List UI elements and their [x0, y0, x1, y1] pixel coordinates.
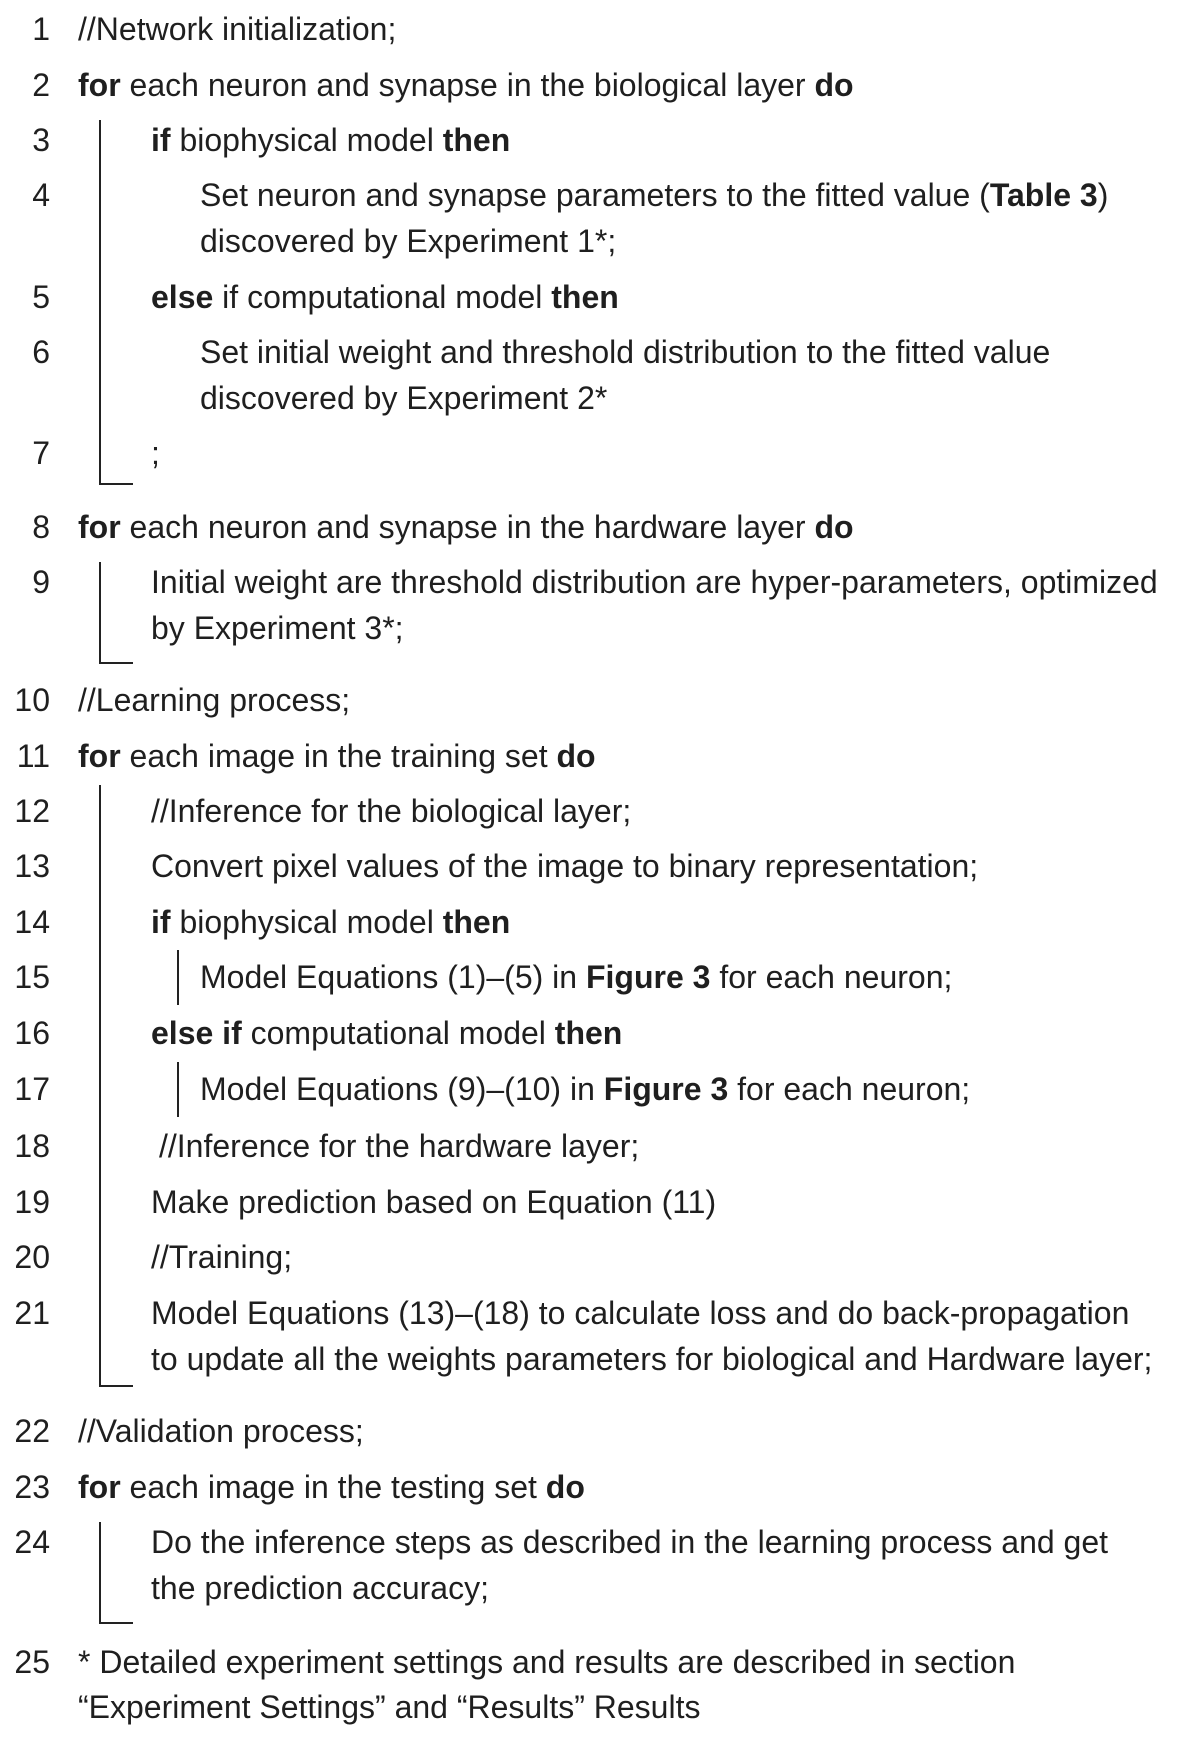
keyword: then — [551, 279, 619, 315]
line-number: 8 — [32, 509, 50, 545]
algorithm-line — [151, 843, 978, 889]
algorithm-line — [200, 375, 607, 421]
block-bracket — [177, 950, 179, 1005]
line-text: Set neuron and synapse parameters to the fitted value ( — [200, 177, 990, 213]
line-text: * Detailed experiment settings and results are described in section — [78, 1644, 1016, 1680]
line-text: biophysical model — [170, 904, 443, 940]
line-number: 21 — [14, 1295, 50, 1331]
algorithm-line — [151, 117, 510, 163]
algorithm-line — [200, 172, 1108, 218]
line-text: Model Equations (13)–(18) to calculate loss and do back-propagation — [151, 1295, 1130, 1331]
keyword: for — [78, 738, 121, 774]
line-text: //Training; — [151, 1239, 293, 1275]
line-text: Do the inference steps as described in the learning process and get — [151, 1524, 1109, 1560]
line-number: 16 — [14, 1015, 50, 1051]
line-number: 22 — [14, 1413, 50, 1449]
keyword: Figure 3 — [585, 959, 711, 995]
line-text: biophysical model — [170, 122, 443, 158]
algorithm-line — [200, 329, 1050, 375]
keyword: then — [442, 122, 511, 158]
line-text: Set initial weight and threshold distribution to the fitted value — [200, 334, 1051, 370]
line-number: 1 — [32, 11, 50, 47]
block-bracket — [99, 120, 133, 485]
line-number: 3 — [32, 122, 50, 158]
keyword: for — [78, 1469, 121, 1505]
keyword: Table 3 — [989, 177, 1098, 213]
line-number: 7 — [32, 435, 50, 471]
block-bracket — [99, 562, 133, 664]
line-text: Convert pixel values of the image to binary representation; — [151, 848, 979, 884]
line-number: 6 — [32, 334, 50, 370]
line-number: 23 — [14, 1469, 50, 1505]
algorithm-line — [78, 504, 854, 550]
line-number: 17 — [14, 1071, 50, 1107]
algorithm-line — [78, 6, 396, 52]
algorithm-line — [78, 1408, 364, 1454]
keyword: do — [545, 1469, 585, 1505]
line-number: 12 — [14, 793, 50, 829]
line-text: //Learning process; — [78, 682, 351, 718]
line-number: 13 — [14, 848, 50, 884]
algorithm-line — [78, 1684, 700, 1730]
line-text: for each neuron; — [710, 959, 953, 995]
keyword: for — [78, 509, 121, 545]
keyword: else — [151, 279, 214, 315]
line-text: //Validation process; — [78, 1413, 364, 1449]
keyword: for — [78, 67, 121, 103]
algorithm-line — [151, 1179, 716, 1225]
line-number: 10 — [14, 682, 50, 718]
algorithm-line — [78, 733, 596, 779]
algorithm-line — [200, 1066, 970, 1112]
line-text: //Network initialization; — [78, 11, 397, 47]
line-number: 15 — [14, 959, 50, 995]
line-text: Make prediction based on Equation (11) — [151, 1184, 717, 1220]
algorithm-line — [151, 274, 619, 320]
line-text: to update all the weights parameters for biological and Hardware layer; — [151, 1341, 1153, 1377]
line-number: 9 — [32, 564, 50, 600]
algorithm-line — [151, 1234, 292, 1280]
line-text: each neuron and synapse in the hardware layer — [120, 509, 815, 545]
line-text: the prediction accuracy; — [151, 1570, 489, 1606]
line-text: each image in the testing set — [120, 1469, 546, 1505]
line-text: each neuron and synapse in the biological layer — [120, 67, 815, 103]
block-bracket — [99, 785, 133, 1387]
line-text: Model Equations (9)–(10) in — [200, 1071, 604, 1107]
line-number: 18 — [14, 1128, 50, 1164]
algorithm-line — [151, 605, 404, 651]
algorithm-line — [151, 1565, 489, 1611]
keyword: then — [554, 1015, 623, 1051]
line-text: discovered by Experiment 2* — [200, 380, 608, 416]
line-text: ; — [151, 435, 160, 471]
algorithm-line — [151, 788, 631, 834]
block-bracket — [99, 1522, 133, 1624]
keyword: if — [151, 122, 171, 158]
keyword: Figure 3 — [603, 1071, 729, 1107]
algorithm-line — [78, 1464, 585, 1510]
algorithm-line — [151, 1519, 1108, 1565]
keyword: do — [556, 738, 596, 774]
line-text: Model Equations (1)–(5) in — [200, 959, 586, 995]
algorithm-line — [78, 1639, 1015, 1685]
algorithm-line — [200, 218, 616, 264]
algorithm-line — [151, 1010, 622, 1056]
line-number: 4 — [32, 177, 50, 213]
line-text: discovered by Experiment 1*; — [200, 223, 617, 259]
algorithm-line — [159, 1123, 639, 1169]
line-number: 14 — [14, 904, 50, 940]
line-text: computational model — [241, 1015, 555, 1051]
line-text: ) — [1097, 177, 1109, 213]
line-text: if computational model — [213, 279, 552, 315]
keyword: do — [814, 509, 854, 545]
keyword: do — [814, 67, 854, 103]
line-text: //Inference for the hardware layer; — [159, 1128, 640, 1164]
block-bracket — [177, 1062, 179, 1117]
algorithm-line — [151, 430, 160, 476]
algorithm-line — [200, 954, 952, 1000]
algorithm-line — [78, 62, 854, 108]
keyword: else if — [151, 1015, 242, 1051]
keyword: then — [442, 904, 511, 940]
line-number: 11 — [16, 738, 50, 774]
line-number: 24 — [14, 1524, 50, 1560]
line-text: for each neuron; — [728, 1071, 971, 1107]
line-text: Initial weight are threshold distribution are hyper-parameters, optimized — [151, 564, 1158, 600]
line-number: 2 — [32, 67, 50, 103]
algorithm-line — [151, 559, 1158, 605]
algorithm-line — [78, 677, 350, 723]
line-number: 25 — [14, 1644, 50, 1680]
algorithm-line — [151, 1336, 1152, 1382]
line-number: 19 — [14, 1184, 50, 1220]
line-number: 20 — [14, 1239, 50, 1275]
algorithm-line — [151, 1290, 1129, 1336]
line-text: each image in the training set — [120, 738, 557, 774]
line-text: “Experiment Settings” and “Results” Results — [78, 1689, 701, 1725]
line-text: //Inference for the biological layer; — [151, 793, 632, 829]
algorithm-line — [151, 899, 510, 945]
line-text: by Experiment 3*; — [151, 610, 404, 646]
keyword: if — [151, 904, 171, 940]
line-number: 5 — [32, 279, 50, 315]
